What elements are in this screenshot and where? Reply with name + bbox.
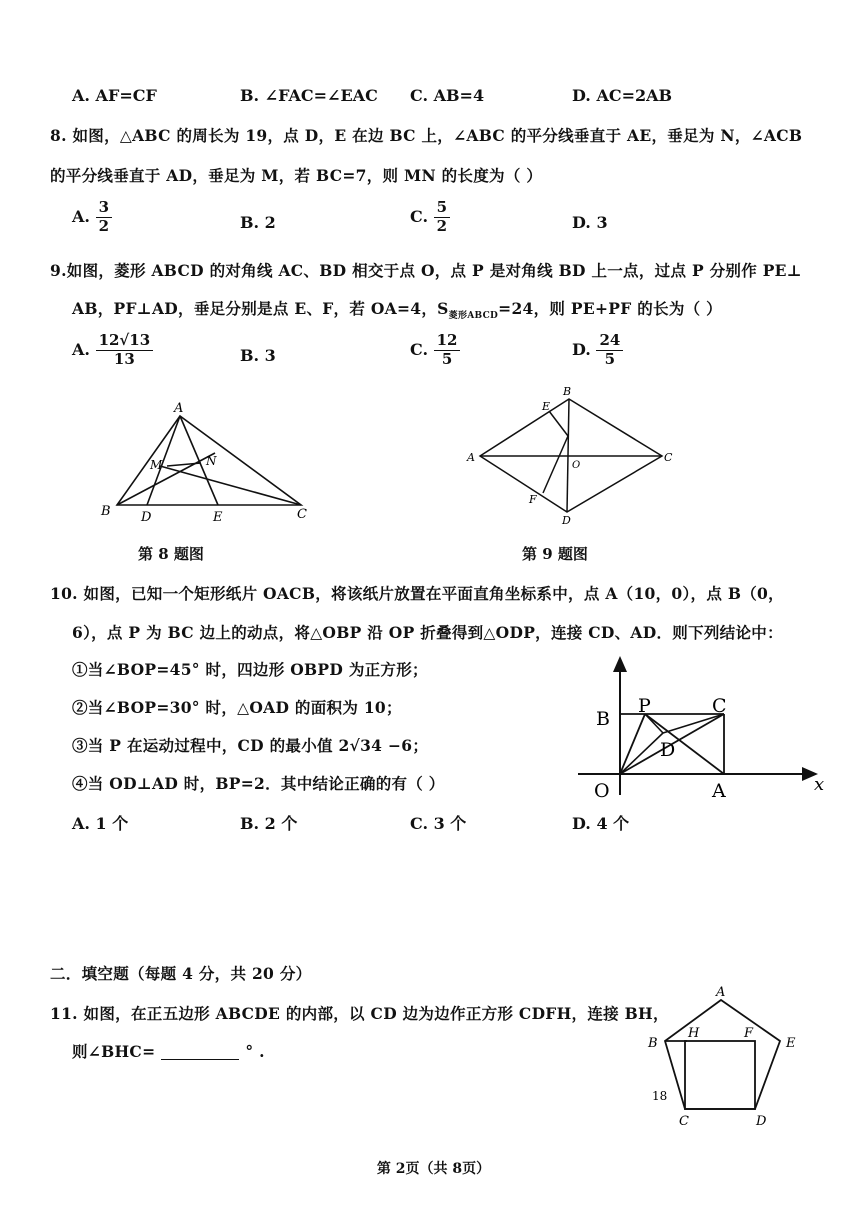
fig11-label-e: E: [786, 1036, 796, 1051]
q8-option-c-fraction: [434, 200, 450, 235]
fig9-label-d: D: [562, 514, 571, 527]
fig8-label-b: B: [101, 504, 111, 519]
fig11-label-f: F: [744, 1026, 754, 1041]
fig9-label-b: B: [563, 385, 572, 398]
q10-statement-3: ③当 P 在运动过程中，CD 的最小值 2√34 −6；: [72, 736, 429, 755]
q8-option-c-label: C.: [410, 206, 429, 226]
q9-option-c-denominator: 5: [441, 349, 453, 368]
q9-option-d-fraction: [596, 333, 623, 368]
q8-option-c: [410, 200, 450, 235]
q11-answer-blank: [161, 1059, 239, 1060]
q10-option-a: A. 1 个: [72, 814, 129, 833]
fig8-segment-mn: [167, 463, 201, 466]
q9-option-d: [572, 333, 623, 368]
q8-option-a-numerator: 3: [96, 200, 112, 218]
q10-stem-line2: 6），点 P 为 BC 边上的动点，将△OBP 沿 OP 折叠得到△ODP，连接 CD、AD．则下列结论中：: [72, 623, 783, 642]
fig10-label-a: A: [712, 780, 726, 802]
q11-stem-line1: 11. 如图，在正五边形 ABCDE 的内部，以 CD 边为边作正方形 CDFH，连接 BH，: [50, 1004, 669, 1023]
figure-11-diagram: [640, 980, 805, 1130]
fig10-segment-op: [620, 714, 645, 774]
q8-option-a-fraction: [96, 200, 112, 235]
q9-stem-line2-pre: AB，PF⊥AD，垂足分别是点 E、F，若 OA=4，S: [72, 299, 449, 318]
q10-statement-2: ②当∠BOP=30° 时，△OAD 的面积为 10；: [72, 698, 402, 717]
q7-option-a: A. AF=CF: [72, 86, 157, 105]
q8-option-a: [72, 200, 112, 235]
fig8-label-e: E: [213, 510, 223, 525]
fig10-label-p: P: [638, 695, 651, 717]
q9-option-d-label: D.: [572, 339, 591, 359]
section-2-heading: 二．填空题（每题 4 分，共 20 分）: [50, 964, 312, 983]
fig8-bisector-c: [160, 466, 301, 505]
fig9-label-o: O: [572, 460, 581, 471]
fig10-y-arrow-icon: [613, 656, 627, 672]
q8-stem-line2: 的平分线垂直于 AD，垂足为 M，若 BC=7，则 MN 的长度为（ ）: [50, 166, 543, 185]
figure-8-caption: 第 8 题图: [138, 545, 204, 563]
q8-option-d: D. 3: [572, 213, 608, 232]
q10-statement-4: ④当 OD⊥AD 时，BP=2．其中结论正确的有（ ）: [72, 774, 445, 793]
q9-option-c-fraction: [434, 333, 461, 368]
q8-stem-line1: 8. 如图，△ABC 的周长为 19，点 D，E 在边 BC 上，∠ABC 的平分线垂直于 AE，垂足为 N，∠ACB: [50, 126, 803, 145]
fig9-label-e: E: [542, 400, 551, 413]
page-footer: 第 2页（共 8页）: [376, 1161, 491, 1177]
fig9-label-a: A: [467, 451, 475, 464]
q11-stem-line2-post: ° .: [245, 1042, 265, 1061]
q9-option-c: [410, 333, 460, 368]
q9-option-c-numerator: 12: [434, 333, 461, 351]
q11-stem-line2-pre: 则∠BHC=: [72, 1042, 156, 1061]
q10-option-d: D. 4 个: [572, 814, 630, 833]
fig10-label-o: O: [594, 780, 610, 802]
fig8-bisector-b: [117, 453, 215, 505]
fig8-label-a: A: [174, 401, 184, 416]
fig9-label-f: F: [529, 493, 537, 506]
fig9-label-c: C: [664, 451, 673, 464]
q9-area-subscript: 菱形ABCD: [448, 311, 499, 322]
q7-option-c: C. AB=4: [410, 86, 485, 105]
q10-stem-line1: 10. 如图，已知一个矩形纸片 OACB，将该纸片放置在平面直角坐标系中，点 A（10，0），点 B（0，: [50, 584, 784, 603]
q11-stem-line2: [72, 1040, 265, 1062]
q9-stem-line1: 9.如图，菱形 ABCD 的对角线 AC、BD 相交于点 O，点 P 是对角线 BD 上一点，过点 P 分别作 PE⊥: [50, 261, 802, 280]
q8-option-a-denominator: 2: [98, 216, 109, 235]
q8-option-a-label: A.: [72, 206, 90, 226]
fig11-label-d: D: [756, 1114, 767, 1129]
q8-option-b: B. 2: [240, 213, 276, 232]
fig8-label-d: D: [141, 510, 152, 525]
q7-option-d: D. AC=2AB: [572, 86, 673, 105]
fig10-label-b: B: [596, 708, 610, 730]
fig10-segment-pa: [645, 714, 724, 774]
q9-option-a: [72, 333, 153, 368]
fig8-label-c: C: [297, 507, 307, 522]
q9-option-a-label: A.: [72, 339, 90, 359]
q9-option-b: B. 3: [240, 346, 276, 365]
fig11-label-a: A: [716, 985, 726, 1000]
fig11-handwritten-note: 18: [652, 1089, 668, 1103]
figure-8-diagram: [95, 395, 325, 527]
q10-option-c: C. 3 个: [410, 814, 467, 833]
figure-9-caption: 第 9 题图: [522, 545, 588, 563]
q9-option-a-numerator: 12√13: [96, 333, 154, 351]
figure-9-diagram: [460, 380, 680, 530]
fig11-label-b: B: [648, 1036, 658, 1051]
q10-statement-1: ①当∠BOP=45° 时，四边形 OBPD 为正方形；: [72, 660, 428, 679]
fig8-label-m: M: [150, 458, 163, 472]
q9-option-d-denominator: 5: [604, 349, 616, 368]
q8-option-c-numerator: 5: [434, 200, 450, 218]
fig11-label-h: H: [688, 1026, 700, 1041]
q9-stem-line2: [72, 297, 722, 321]
fig11-pentagon-abcde: [665, 1000, 780, 1109]
fig10-label-d: D: [660, 739, 676, 761]
q9-option-a-denominator: 13: [113, 349, 135, 368]
q9-option-c-label: C.: [410, 339, 429, 359]
q9-option-d-numerator: 24: [596, 333, 623, 351]
fig11-square-cdfh: [685, 1041, 755, 1109]
fig10-label-c: C: [712, 695, 727, 717]
fig11-label-c: C: [679, 1114, 689, 1129]
figure-10-diagram: [570, 652, 832, 804]
fig9-segment-pe: [549, 411, 568, 436]
fig9-diagonal-bd: [567, 399, 569, 512]
q10-option-b: B. 2 个: [240, 814, 298, 833]
q9-stem-line2-post: =24，则 PE+PF 的长为（ ）: [498, 299, 722, 318]
q8-option-c-denominator: 2: [436, 216, 448, 235]
fig10-label-x: x: [814, 774, 825, 795]
fig8-label-n: N: [206, 454, 217, 468]
q7-option-b: B. ∠FAC=∠EAC: [240, 86, 378, 105]
fig9-segment-pf: [543, 436, 568, 493]
q9-option-a-fraction: [96, 333, 154, 368]
